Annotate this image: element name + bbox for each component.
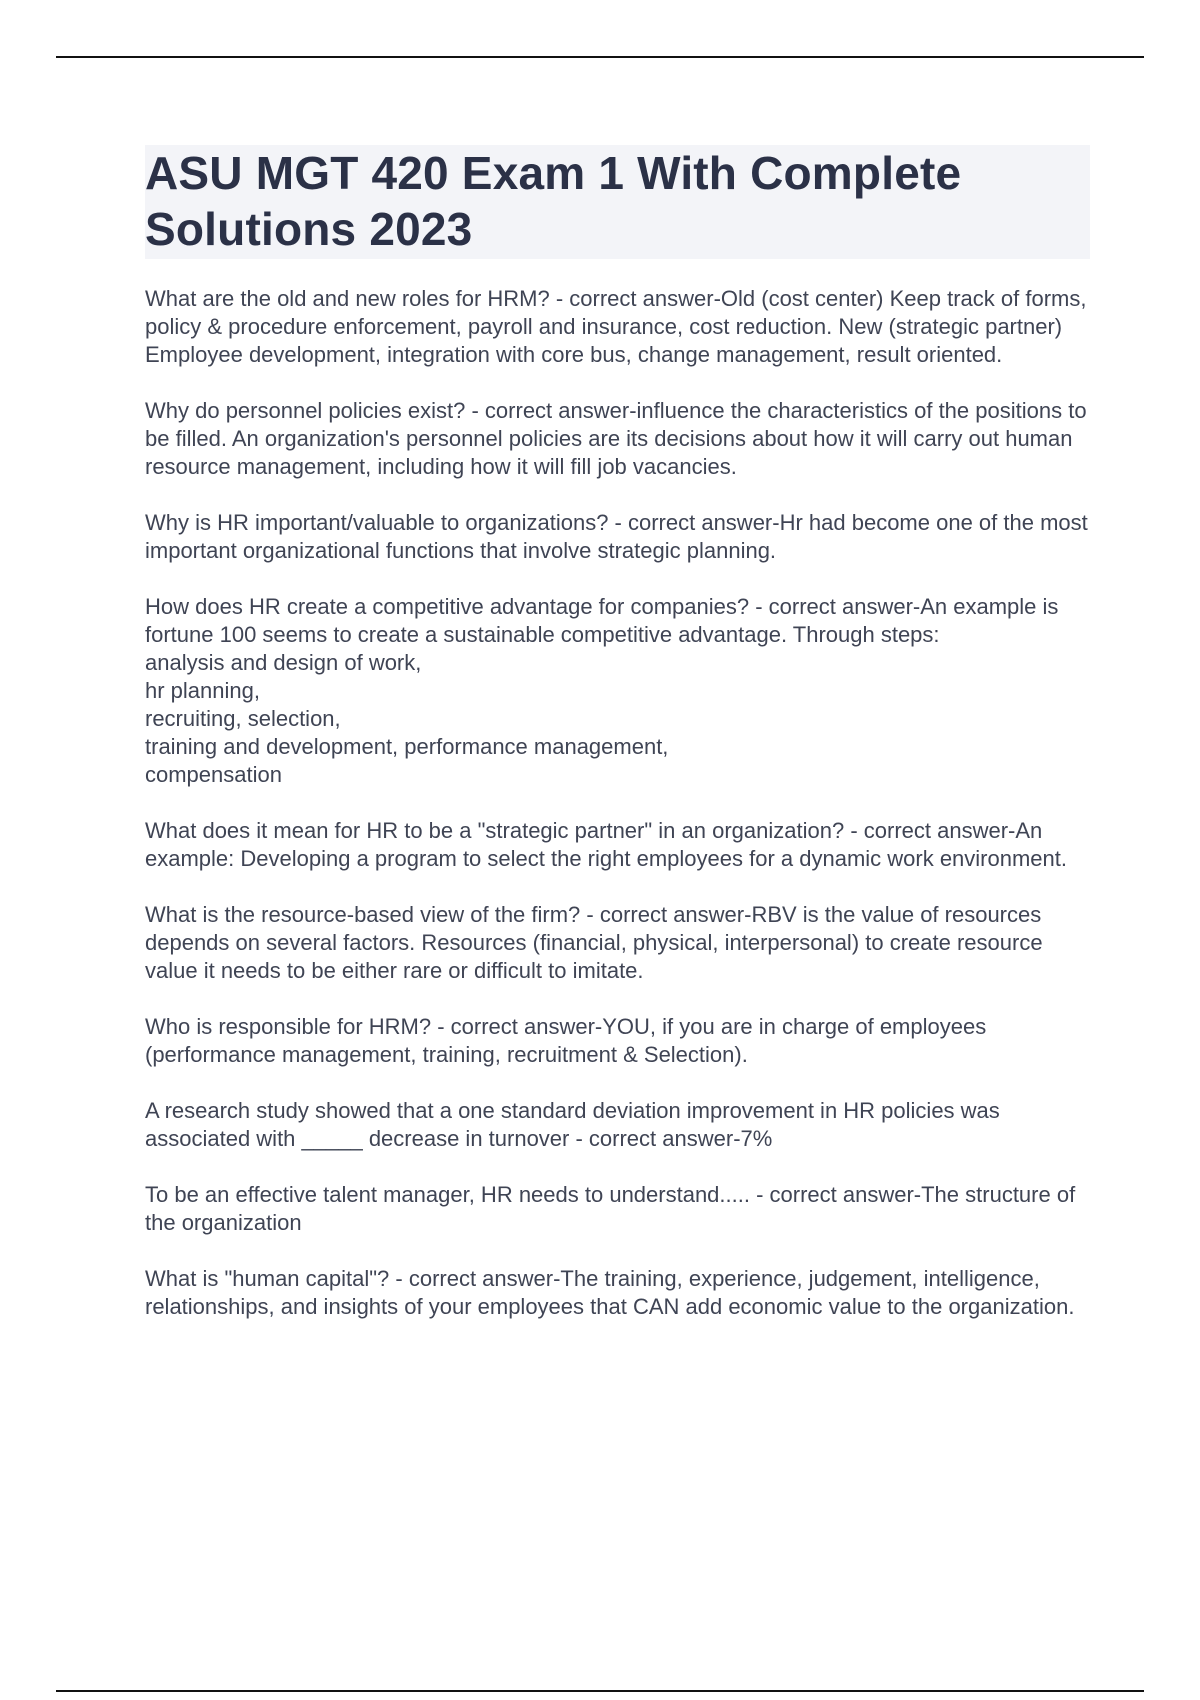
qa-entry: What is the resource-based view of the firm? - correct answer-RBV is the value of resources depends on several factors. Resources (financial, physical, interpersonal) to create resource value it needs to be either rare or difficult to imitate. (145, 902, 1043, 983)
qa-entry: A research study showed that a one standard deviation improvement in HR policies was associated with _____ decrease in turnover - correct answer-7% (145, 1098, 1000, 1151)
bottom-divider (56, 1690, 1144, 1692)
top-divider (56, 56, 1144, 58)
qa-entry: Why is HR important/valuable to organizations? - correct answer-Hr had become one of the most important organizational functions that involve strategic planning. (145, 510, 1088, 563)
qa-entry: To be an effective talent manager, HR needs to understand..... - correct answer-The structure of the organization (145, 1182, 1076, 1235)
qa-entry: How does HR create a competitive advantage for companies? - correct answer-An example is fortune 100 seems to create a sustainable competitive advantage. Through steps: analysis and design of work, hr planning, recruiting, selection, training and development, performance management, compensation (145, 594, 1059, 787)
document-body (145, 145, 1090, 1349)
title-block (145, 145, 1090, 259)
qa-entry: What is "human capital"? - correct answer-The training, experience, judgement, intelligence, relationships, and insights of your employees that CAN add economic value to the organization. (145, 1266, 1075, 1319)
qa-entry: What are the old and new roles for HRM? - correct answer-Old (cost center) Keep track of forms, policy & procedure enforcement, payroll and insurance, cost reduction. New (strategic partner) Employee development, integration with core bus, change management, result oriented. (145, 286, 1087, 367)
qa-entry: Who is responsible for HRM? - correct answer-YOU, if you are in charge of employees (performance management, training, recruitment & Selection). (145, 1014, 987, 1067)
document-title: ASU MGT 420 Exam 1 With Complete Solutions 2023 (145, 147, 962, 255)
qa-entry: What does it mean for HR to be a "strategic partner" in an organization? - correct answer-An example: Developing a program to select the right employees for a dynamic work environment. (145, 818, 1068, 871)
qa-entry: Why do personnel policies exist? - correct answer-influence the characteristics of the positions to be filled. An organization's personnel policies are its decisions about how it will carry out human resource management, including how it will fill job vacancies. (145, 398, 1087, 479)
